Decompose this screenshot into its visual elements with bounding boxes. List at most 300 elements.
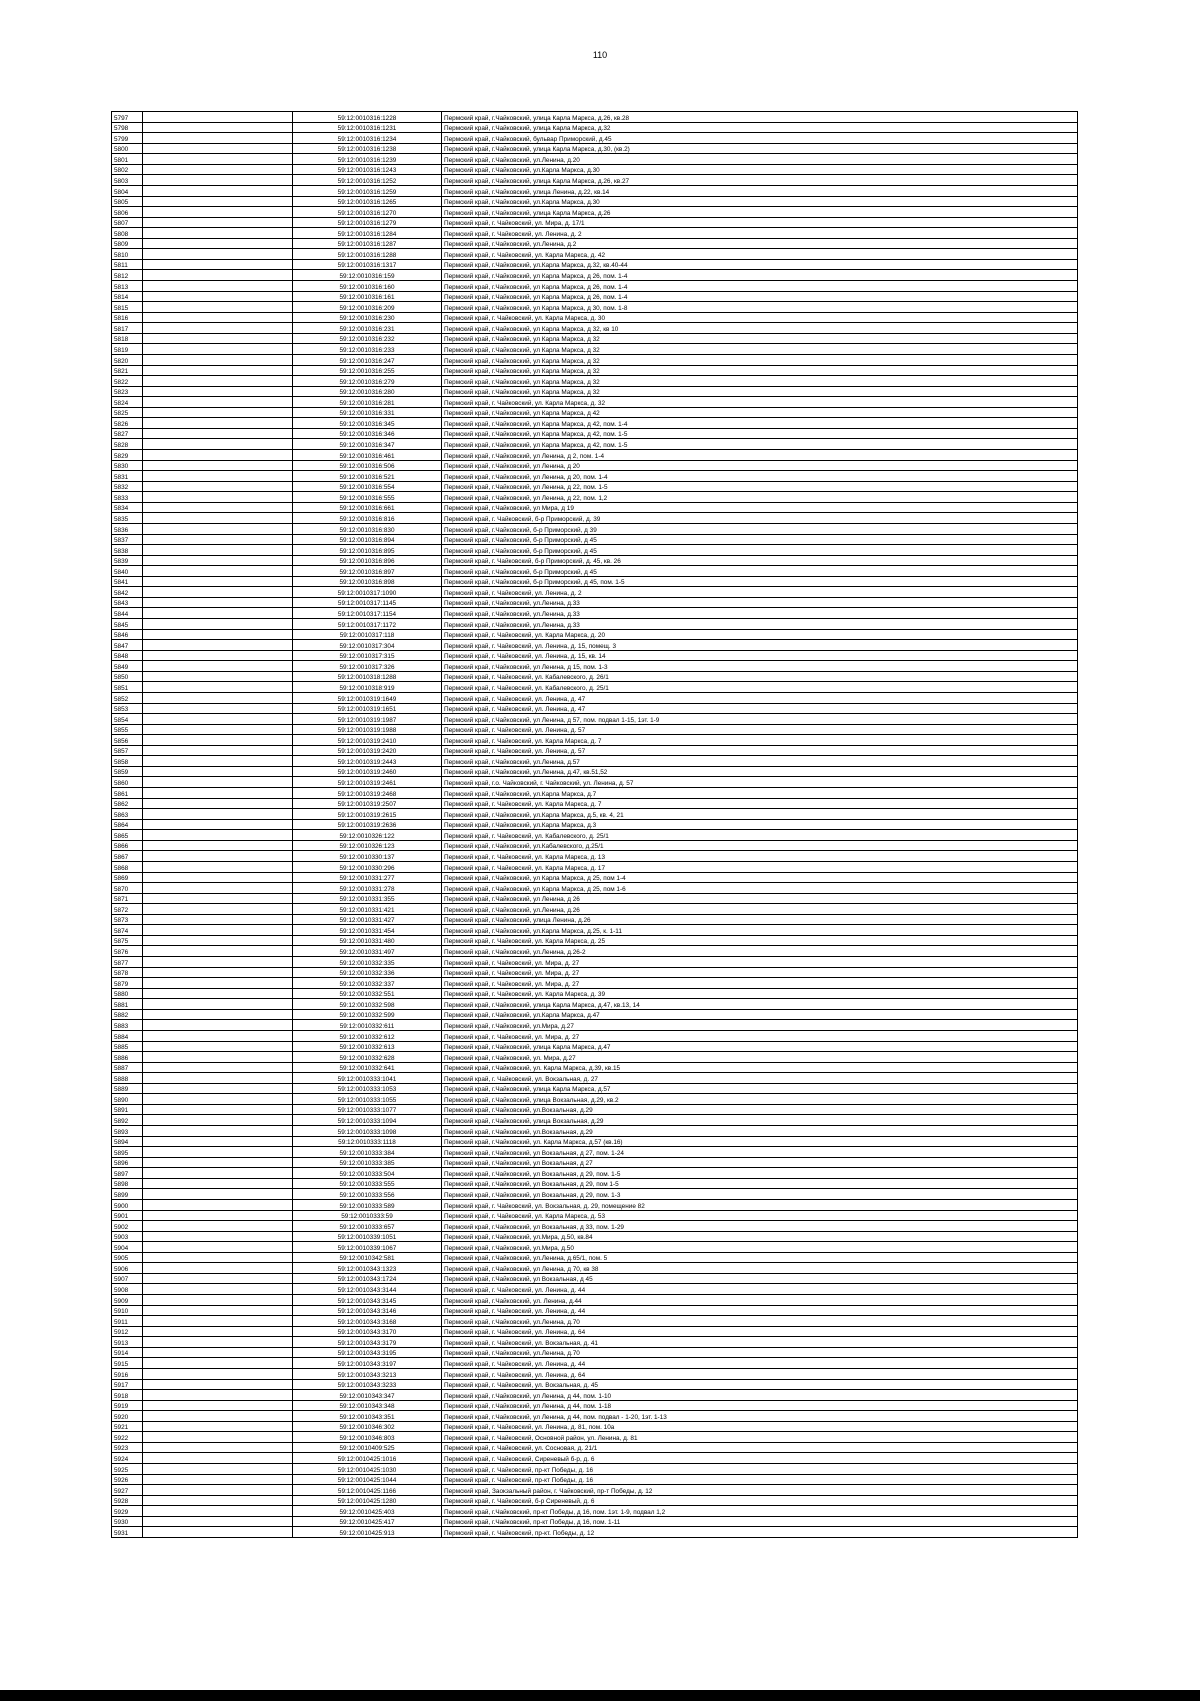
table-row: [112, 1178, 1078, 1189]
row-blank-cell: [143, 1485, 293, 1496]
cadastral-number: 59:12:0010333:1077: [293, 1104, 442, 1115]
cadastral-number: 59:12:0010318:919: [293, 682, 442, 693]
table-row: [112, 1326, 1078, 1337]
table-row: [112, 883, 1078, 894]
cadastral-number: 59:12:0010316:1317: [293, 259, 442, 270]
cadastral-number: 59:12:0010316:897: [293, 566, 442, 577]
cadastral-number: 59:12:0010316:1234: [293, 133, 442, 144]
table-row: [112, 1242, 1078, 1253]
table-row: [112, 988, 1078, 999]
row-blank-cell: [143, 1168, 293, 1179]
address: Пермский край, г. Чайковский, ул. Карла Маркса, д. 25: [442, 935, 1078, 946]
table-row: [112, 946, 1078, 957]
table-row: [112, 629, 1078, 640]
row-number: 5930: [112, 1516, 143, 1527]
address: Пермский край, г.Чайковский, пр-кт Победы, д 16, пом. 1-11: [442, 1516, 1078, 1527]
cadastral-number: 59:12:0010332:337: [293, 978, 442, 989]
table-row: [112, 1231, 1078, 1242]
address: Пермский край, г. Чайковский, ул. Кабалевского, д. 25/1: [442, 830, 1078, 841]
address: Пермский край, г.Чайковский, улица Карла Маркса, д.47, кв.13, 14: [442, 999, 1078, 1010]
table-row: [112, 1368, 1078, 1379]
row-number: 5925: [112, 1464, 143, 1475]
cadastral-number: 59:12:0010316:233: [293, 344, 442, 355]
cadastral-number: 59:12:0010319:2461: [293, 777, 442, 788]
cadastral-number: 59:12:0010316:331: [293, 407, 442, 418]
row-blank-cell: [143, 1442, 293, 1453]
table-row: [112, 365, 1078, 376]
row-blank-cell: [143, 122, 293, 133]
cadastral-number: 59:12:0010346:803: [293, 1432, 442, 1443]
cadastral-number: 59:12:0010316:506: [293, 460, 442, 471]
table-row: [112, 228, 1078, 239]
cadastral-number: 59:12:0010319:2507: [293, 798, 442, 809]
address: Пермский край, г.Чайковский, б-р Приморский, д 45: [442, 545, 1078, 556]
row-blank-cell: [143, 481, 293, 492]
table-row: [112, 925, 1078, 936]
cadastral-number: 59:12:0010332:611: [293, 1020, 442, 1031]
table-row: [112, 471, 1078, 482]
table-row: [112, 1495, 1078, 1506]
row-blank-cell: [143, 1495, 293, 1506]
address: Пермский край, г. Чайковский, ул. Карла Маркса, д. 39: [442, 988, 1078, 999]
cadastral-number: 59:12:0010343:3179: [293, 1337, 442, 1348]
row-blank-cell: [143, 407, 293, 418]
row-number: 5907: [112, 1273, 143, 1284]
row-number: 5902: [112, 1221, 143, 1232]
cadastral-number: 59:12:0010331:480: [293, 935, 442, 946]
row-number: 5919: [112, 1400, 143, 1411]
row-blank-cell: [143, 1083, 293, 1094]
row-number: 5808: [112, 228, 143, 239]
cadastral-number: 59:12:0010319:1649: [293, 692, 442, 703]
table-row: [112, 333, 1078, 344]
row-number: 5865: [112, 830, 143, 841]
cadastral-number: 59:12:0010343:3195: [293, 1347, 442, 1358]
address: Пермский край, г.Чайковский, ул Ленина, д 44, пом. 1-18: [442, 1400, 1078, 1411]
cadastral-number: 59:12:0010317:326: [293, 661, 442, 672]
address: Пермский край, г.Чайковский, ул Карла Маркса, д 26, пом. 1-4: [442, 270, 1078, 281]
address: Пермский край, г.Чайковский, ул Карла Маркса, д 42, пом. 1-5: [442, 439, 1078, 450]
address: Пермский край, г.Чайковский, ул.Ленина, д.26-2: [442, 946, 1078, 957]
address: Пермский край, г. Чайковский, ул. Карла Маркса, д. 42: [442, 249, 1078, 260]
cadastral-number: 59:12:0010319:2460: [293, 766, 442, 777]
cadastral-number: 59:12:0010339:1067: [293, 1242, 442, 1253]
cadastral-number: 59:12:0010317:304: [293, 640, 442, 651]
table-row: [112, 1358, 1078, 1369]
row-blank-cell: [143, 207, 293, 218]
address: Пермский край, г.Чайковский, улица Ленина, д.26: [442, 914, 1078, 925]
table-row: [112, 312, 1078, 323]
registry-body: [112, 112, 1078, 1538]
cadastral-number: 59:12:0010319:2615: [293, 809, 442, 820]
row-number: 5864: [112, 819, 143, 830]
address: Пермский край, г. Чайковский, ул. Ленина, д. 47: [442, 692, 1078, 703]
row-blank-cell: [143, 999, 293, 1010]
row-number: 5815: [112, 302, 143, 313]
address: Пермский край, г. Чайковский, ул. Вокзальная, д. 27: [442, 1073, 1078, 1084]
row-number: 5799: [112, 133, 143, 144]
table-row: [112, 376, 1078, 387]
row-number: 5824: [112, 397, 143, 408]
row-blank-cell: [143, 1337, 293, 1348]
row-blank-cell: [143, 1073, 293, 1084]
row-number: 5844: [112, 608, 143, 619]
table-row: [112, 798, 1078, 809]
address: Пермский край, г.Чайковский, бульвар Приморский, д.45: [442, 133, 1078, 144]
table-row: [112, 1115, 1078, 1126]
row-blank-cell: [143, 1157, 293, 1168]
row-blank-cell: [143, 1347, 293, 1358]
cadastral-number: 59:12:0010333:1098: [293, 1126, 442, 1137]
cadastral-number: 59:12:0010319:1987: [293, 714, 442, 725]
cadastral-number: 59:12:0010316:898: [293, 576, 442, 587]
cadastral-number: 59:12:0010332:599: [293, 1009, 442, 1020]
table-row: [112, 756, 1078, 767]
row-number: 5806: [112, 207, 143, 218]
cadastral-number: 59:12:0010333:556: [293, 1189, 442, 1200]
row-number: 5901: [112, 1210, 143, 1221]
address: Пермский край, г.Чайковский, ул.Карла Маркса, д.7: [442, 788, 1078, 799]
address: Пермский край, г. Чайковский, ул. Вокзальная, д. 29, помещение 82: [442, 1199, 1078, 1210]
address: Пермский край, г.Чайковский, ул.Ленина, д.57: [442, 756, 1078, 767]
row-number: 5851: [112, 682, 143, 693]
row-number: 5833: [112, 492, 143, 503]
address: Пермский край, г. Чайковский, ул. Карла Маркса, д. 20: [442, 629, 1078, 640]
address: Пермский край, г.Чайковский, ул Карла Маркса, д 25, пом 1-4: [442, 872, 1078, 883]
table-row: [112, 492, 1078, 503]
address: Пермский край, г. Чайковский, ул. Карла Маркса, д. 7: [442, 735, 1078, 746]
page-number: 110: [592, 50, 608, 60]
row-blank-cell: [143, 1210, 293, 1221]
row-number: 5826: [112, 418, 143, 429]
row-blank-cell: [143, 840, 293, 851]
address: Пермский край, г.Чайковский, ул. Мира, д.27: [442, 1052, 1078, 1063]
row-blank-cell: [143, 957, 293, 968]
row-blank-cell: [143, 946, 293, 957]
table-row: [112, 1210, 1078, 1221]
cadastral-number: 59:12:0010333:1041: [293, 1073, 442, 1084]
row-number: 5876: [112, 946, 143, 957]
row-number: 5838: [112, 545, 143, 556]
address: Пермский край, г. Чайковский, ул. Карла Маркса, д. 17: [442, 861, 1078, 872]
address: Пермский край, г.Чайковский, б-р Приморский, д 39: [442, 523, 1078, 534]
cadastral-number: 59:12:0010333:1053: [293, 1083, 442, 1094]
address: Пермский край, г. Чайковский, ул. Ленина, д. 15, помещ. 3: [442, 640, 1078, 651]
table-row: [112, 1347, 1078, 1358]
row-number: 5821: [112, 365, 143, 376]
cadastral-number: 59:12:0010343:348: [293, 1400, 442, 1411]
address: Пермский край, г. Чайковский, б-р Сиреневый, д. 6: [442, 1495, 1078, 1506]
cadastral-number: 59:12:0010343:3145: [293, 1295, 442, 1306]
cadastral-number: 59:12:0010346:302: [293, 1421, 442, 1432]
row-blank-cell: [143, 988, 293, 999]
row-number: 5845: [112, 619, 143, 630]
address: Пермский край, Заокзальный район, г. Чайковский, пр-т Победы, д. 12: [442, 1485, 1078, 1496]
table-row: [112, 185, 1078, 196]
cadastral-number: 59:12:0010332:612: [293, 1030, 442, 1041]
cadastral-number: 59:12:0010333:59: [293, 1210, 442, 1221]
row-blank-cell: [143, 682, 293, 693]
row-number: 5915: [112, 1358, 143, 1369]
row-blank-cell: [143, 555, 293, 566]
scan-edge: [0, 1690, 1200, 1701]
row-number: 5847: [112, 640, 143, 651]
row-blank-cell: [143, 1453, 293, 1464]
cadastral-number: 59:12:0010316:346: [293, 428, 442, 439]
table-row: [112, 513, 1078, 524]
row-number: 5832: [112, 481, 143, 492]
cadastral-number: 59:12:0010316:1228: [293, 112, 442, 123]
table-row: [112, 1432, 1078, 1443]
row-blank-cell: [143, 650, 293, 661]
table-row: [112, 861, 1078, 872]
cadastral-number: 59:12:0010425:913: [293, 1527, 442, 1538]
cadastral-number: 59:12:0010316:232: [293, 333, 442, 344]
table-row: [112, 407, 1078, 418]
cadastral-number: 59:12:0010319:2420: [293, 745, 442, 756]
address: Пермский край, г.Чайковский, ул Вокзальная, д 29, пом. 1-3: [442, 1189, 1078, 1200]
address: Пермский край, г.Чайковский, ул.Вокзальная, д.29: [442, 1104, 1078, 1115]
row-number: 5816: [112, 312, 143, 323]
address: Пермский край, г.Чайковский, ул.Мира, д.50: [442, 1242, 1078, 1253]
address: Пермский край, г. Чайковский, ул. Карла Маркса, д. 13: [442, 851, 1078, 862]
row-number: 5920: [112, 1411, 143, 1422]
table-row: [112, 1189, 1078, 1200]
table-row: [112, 851, 1078, 862]
address: Пермский край, г.Чайковский, ул Карла Маркса, д 30, пом. 1-8: [442, 302, 1078, 313]
table-row: [112, 1464, 1078, 1475]
row-number: 5805: [112, 196, 143, 207]
row-blank-cell: [143, 418, 293, 429]
row-blank-cell: [143, 1147, 293, 1158]
table-row: [112, 608, 1078, 619]
row-blank-cell: [143, 492, 293, 503]
row-number: 5846: [112, 629, 143, 640]
cadastral-number: 59:12:0010316:1238: [293, 143, 442, 154]
table-row: [112, 978, 1078, 989]
address: Пермский край, г. Чайковский, ул. Ленина, д. 64: [442, 1326, 1078, 1337]
row-number: 5819: [112, 344, 143, 355]
table-row: [112, 1506, 1078, 1517]
cadastral-number: 59:12:0010332:628: [293, 1052, 442, 1063]
address: Пермский край, г.Чайковский, ул Карла Маркса, д 26, пом. 1-4: [442, 281, 1078, 292]
table-row: [112, 999, 1078, 1010]
cadastral-number: 59:12:0010331:355: [293, 893, 442, 904]
row-number: 5927: [112, 1485, 143, 1496]
table-row: [112, 619, 1078, 630]
cadastral-number: 59:12:0010316:160: [293, 281, 442, 292]
table-row: [112, 1104, 1078, 1115]
table-row: [112, 819, 1078, 830]
table-row: [112, 1442, 1078, 1453]
cadastral-number: 59:12:0010425:1016: [293, 1453, 442, 1464]
address: Пермский край, г.Чайковский, ул Карла Маркса, д 42, пом. 1-5: [442, 428, 1078, 439]
address: Пермский край, г.Чайковский, ул.Карла Маркса, д.47: [442, 1009, 1078, 1020]
address: Пермский край, г. Чайковский, ул. Ленина, д. 2: [442, 228, 1078, 239]
row-number: 5900: [112, 1199, 143, 1210]
row-number: 5856: [112, 735, 143, 746]
address: Пермский край, г.Чайковский, ул Ленина, д 22, пом. 1,2: [442, 492, 1078, 503]
address: Пермский край, г.Чайковский, ул Карла Маркса, д 32: [442, 386, 1078, 397]
row-number: 5797: [112, 112, 143, 123]
table-row: [112, 439, 1078, 450]
table-row: [112, 259, 1078, 270]
row-number: 5798: [112, 122, 143, 133]
row-blank-cell: [143, 228, 293, 239]
row-number: 5903: [112, 1231, 143, 1242]
row-blank-cell: [143, 566, 293, 577]
cadastral-number: 59:12:0010316:279: [293, 376, 442, 387]
address: Пермский край, г. Чайковский, ул. Ленина, д. 2: [442, 587, 1078, 598]
cadastral-number: 59:12:0010319:2636: [293, 819, 442, 830]
cadastral-number: 59:12:0010333:1094: [293, 1115, 442, 1126]
row-number: 5872: [112, 904, 143, 915]
address: Пермский край, г.Чайковский, ул Ленина, д 44, пом. 1-10: [442, 1390, 1078, 1401]
cadastral-number: 59:12:0010316:1239: [293, 154, 442, 165]
row-number: 5813: [112, 281, 143, 292]
row-number: 5823: [112, 386, 143, 397]
row-blank-cell: [143, 1189, 293, 1200]
row-blank-cell: [143, 1284, 293, 1295]
cadastral-number: 59:12:0010319:2410: [293, 735, 442, 746]
cadastral-number: 59:12:0010330:137: [293, 851, 442, 862]
row-number: 5877: [112, 957, 143, 968]
row-number: 5854: [112, 714, 143, 725]
address: Пермский край, г.Чайковский, ул Карла Маркса, д 32: [442, 333, 1078, 344]
row-number: 5814: [112, 291, 143, 302]
address: Пермский край, г. Чайковский, пр-кт Победы, д. 16: [442, 1464, 1078, 1475]
table-row: [112, 1020, 1078, 1031]
address: Пермский край, г.Чайковский, ул.Карла Маркса, д.32, кв.40-44: [442, 259, 1078, 270]
row-number: 5871: [112, 893, 143, 904]
cadastral-number: 59:12:0010331:427: [293, 914, 442, 925]
row-blank-cell: [143, 1273, 293, 1284]
row-blank-cell: [143, 756, 293, 767]
address: Пермский край, г.о. Чайковский, г. Чайковский, ул. Ленина, д. 57: [442, 777, 1078, 788]
row-number: 5862: [112, 798, 143, 809]
row-number: 5837: [112, 534, 143, 545]
address: Пермский край, г.Чайковский, ул Карла Маркса, д 42, пом. 1-4: [442, 418, 1078, 429]
cadastral-number: 59:12:0010425:403: [293, 1506, 442, 1517]
cadastral-number: 59:12:0010316:554: [293, 481, 442, 492]
address: Пермский край, г. Чайковский, ул. Ленина, д. 15, кв. 14: [442, 650, 1078, 661]
row-blank-cell: [143, 629, 293, 640]
row-number: 5908: [112, 1284, 143, 1295]
cadastral-number: 59:12:0010316:555: [293, 492, 442, 503]
cadastral-number: 59:12:0010333:555: [293, 1178, 442, 1189]
row-number: 5889: [112, 1083, 143, 1094]
row-blank-cell: [143, 1516, 293, 1527]
row-number: 5916: [112, 1368, 143, 1379]
table-row: [112, 1252, 1078, 1263]
row-number: 5827: [112, 428, 143, 439]
table-row: [112, 238, 1078, 249]
address: Пермский край, г.Чайковский, улица Карла Маркса, д.57: [442, 1083, 1078, 1094]
row-blank-cell: [143, 175, 293, 186]
cadastral-number: 59:12:0010316:895: [293, 545, 442, 556]
row-number: 5893: [112, 1126, 143, 1137]
table-row: [112, 1041, 1078, 1052]
address: Пермский край, г.Чайковский, ул. Карла Маркса, д.57 (кв.16): [442, 1136, 1078, 1147]
table-row: [112, 386, 1078, 397]
address: Пермский край, г.Чайковский, ул.Вокзальная, д.29: [442, 1126, 1078, 1137]
address: Пермский край, г. Чайковский, ул. Ленина, д. 57: [442, 745, 1078, 756]
address: Пермский край, г.Чайковский, ул Карла Маркса, д 42: [442, 407, 1078, 418]
address: Пермский край, г.Чайковский, ул.Ленина, д.33: [442, 608, 1078, 619]
address: Пермский край, г.Чайковский, улица Карла Маркса, д.26, кв.27: [442, 175, 1078, 186]
table-row: [112, 196, 1078, 207]
table-row: [112, 703, 1078, 714]
cadastral-number: 59:12:0010316:816: [293, 513, 442, 524]
row-blank-cell: [143, 935, 293, 946]
table-row: [112, 893, 1078, 904]
row-number: 5820: [112, 354, 143, 365]
cadastral-number: 59:12:0010425:417: [293, 1516, 442, 1527]
row-number: 5898: [112, 1178, 143, 1189]
cadastral-number: 59:12:0010425:1166: [293, 1485, 442, 1496]
row-blank-cell: [143, 1126, 293, 1137]
row-number: 5906: [112, 1263, 143, 1274]
address: Пермский край, г.Чайковский, ул Ленина, д 26: [442, 893, 1078, 904]
row-number: 5873: [112, 914, 143, 925]
row-blank-cell: [143, 1421, 293, 1432]
address: Пермский край, г. Чайковский, ул. Ленина, д. 44: [442, 1305, 1078, 1316]
table-row: [112, 323, 1078, 334]
address: Пермский край, г.Чайковский, ул Вокзальная, д 33, пом. 1-29: [442, 1221, 1078, 1232]
row-blank-cell: [143, 238, 293, 249]
table-row: [112, 1400, 1078, 1411]
row-number: 5834: [112, 502, 143, 513]
table-row: [112, 1516, 1078, 1527]
row-blank-cell: [143, 1506, 293, 1517]
address: Пермский край, г.Чайковский, ул Карла Маркса, д 32: [442, 376, 1078, 387]
cadastral-number: 59:12:0010343:351: [293, 1411, 442, 1422]
table-row: [112, 1284, 1078, 1295]
table-row: [112, 1453, 1078, 1464]
cadastral-number: 59:12:0010343:3168: [293, 1316, 442, 1327]
row-number: 5857: [112, 745, 143, 756]
table-row: [112, 460, 1078, 471]
table-row: [112, 714, 1078, 725]
row-blank-cell: [143, 925, 293, 936]
table-row: [112, 1390, 1078, 1401]
row-blank-cell: [143, 354, 293, 365]
row-blank-cell: [143, 471, 293, 482]
cadastral-number: 59:12:0010331:497: [293, 946, 442, 957]
row-number: 5807: [112, 217, 143, 228]
row-blank-cell: [143, 809, 293, 820]
row-blank-cell: [143, 851, 293, 862]
table-row: [112, 112, 1078, 123]
address: Пермский край, г.Чайковский, ул Карла Маркса, д 26, пом. 1-4: [442, 291, 1078, 302]
address: Пермский край, г.Чайковский, улица Карла Маркса, д.47: [442, 1041, 1078, 1052]
row-blank-cell: [143, 830, 293, 841]
address: Пермский край, г.Чайковский, ул.Ленина, д.20: [442, 154, 1078, 165]
table-row: [112, 1094, 1078, 1105]
table-row: [112, 576, 1078, 587]
table-row: [112, 354, 1078, 365]
row-number: 5835: [112, 513, 143, 524]
row-blank-cell: [143, 323, 293, 334]
row-blank-cell: [143, 1464, 293, 1475]
table-row: [112, 745, 1078, 756]
row-blank-cell: [143, 1316, 293, 1327]
address: Пермский край, г.Чайковский, ул.Карла Маркса, д.30: [442, 164, 1078, 175]
row-number: 5899: [112, 1189, 143, 1200]
table-row: [112, 777, 1078, 788]
cadastral-number: 59:12:0010333:657: [293, 1221, 442, 1232]
table-row: [112, 967, 1078, 978]
